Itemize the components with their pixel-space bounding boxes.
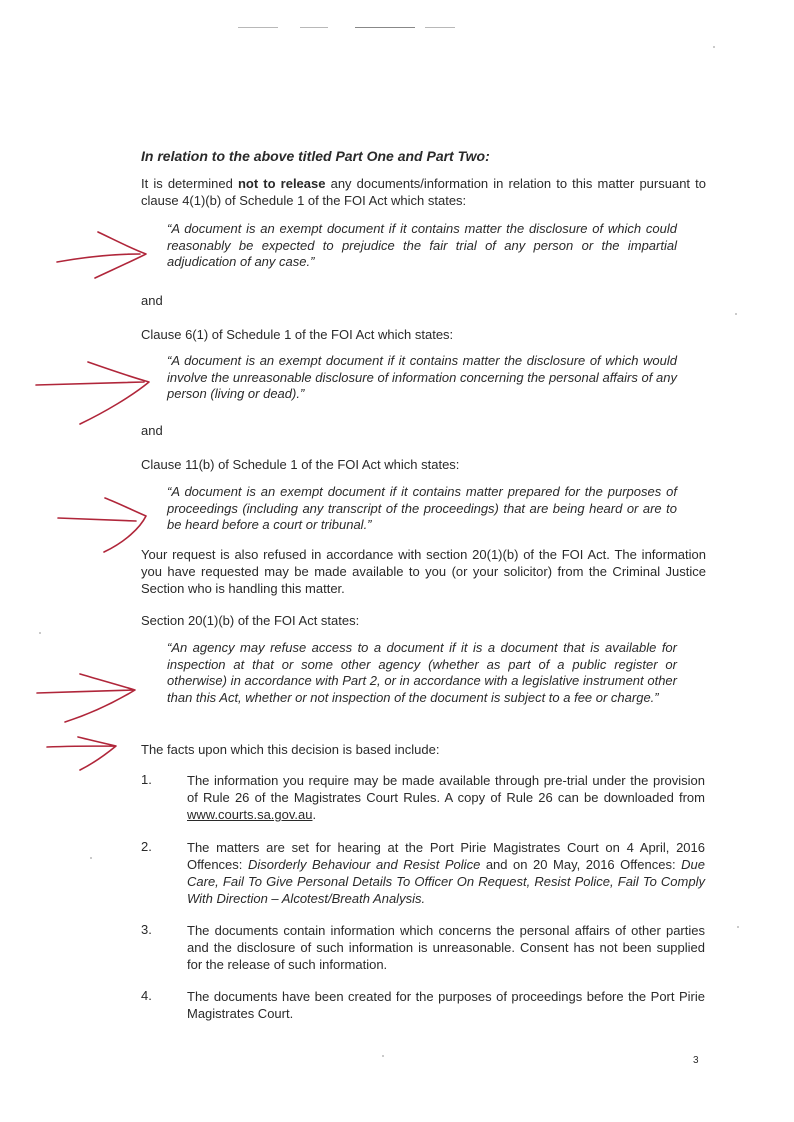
list-number: 2.	[141, 839, 152, 854]
intro-bold-text: not to release	[237, 176, 326, 191]
refusal-paragraph: Your request is also refused in accordance with section 20(1)(b) of the FOI Act. The information you have requested may be made available to you (or your solicitor) from the Criminal Justice Section who is handling this matter.	[141, 547, 706, 596]
intro-text: any documents/information in relation to this matter pursuant to clause 4(1)(b) of Schedule 1 of the FOI Act which states:	[141, 176, 706, 208]
list-number: 3.	[141, 922, 152, 937]
offence-text: Disorderly Behaviour and Resist Police	[247, 857, 481, 872]
courts-website-link[interactable]: www.courts.sa.gov.au	[187, 807, 313, 822]
list-number: 4.	[141, 988, 152, 1003]
page-number: 3	[693, 1055, 699, 1066]
scan-speck	[90, 857, 92, 859]
handwritten-arrow-icon	[57, 232, 146, 278]
clause-6-text: Clause 6(1) of Schedule 1 of the FOI Act which states:	[141, 327, 454, 342]
fact-text-end: .	[312, 807, 317, 822]
scan-speck	[737, 926, 739, 928]
quote-clause-4: “A document is an exempt document if it contains matter the disclosure of which could reasonably be expected to prejudice the fair trial of any person or the impartial adjudication of any case.”	[167, 221, 677, 269]
clause-11-text: Clause 11(b) of Schedule 1 of the FOI Act which states:	[141, 457, 460, 472]
and-text: and	[141, 423, 163, 438]
intro-text: It is determined	[141, 176, 233, 191]
scan-speck	[39, 632, 41, 634]
quote-clause-6: “A document is an exempt document if it contains matter the disclosure of which would involve the unreasonable disclosure of information concerning the personal affairs of any person (living or dead).”	[167, 353, 677, 401]
section-20-text: Section 20(1)(b) of the FOI Act states:	[141, 613, 360, 628]
section-heading: In relation to the above titled Part One and Part Two:	[141, 148, 490, 164]
handwritten-arrow-icon	[36, 362, 149, 424]
list-number: 1.	[141, 772, 152, 787]
quote-section-20: “An agency may refuse access to a document if it is a document that is available for inspection at that or some other agency (whether as part of a public register or otherwise) in accordance with Part 2, or in accordance with a legislative instrument other than this Act, whether or not inspection of the document is subject to a fee or charge.”	[167, 640, 677, 705]
and-text: and	[141, 293, 163, 308]
scan-speck	[735, 313, 737, 315]
quote-clause-11: “A document is an exempt document if it contains matter prepared for the purposes of proceedings (including any transcript of the proceedings) that are being heard or are to be heard before a court or tribunal.”	[167, 484, 677, 532]
fact-text: The matters are set for hearing at the Port Pirie Magistrates Court on 4 April, 2016 Offences:	[187, 840, 705, 872]
offence-text: Due Care, Fail To Give Personal Details To Officer On Request, Resist Police, Fail To Comply With Direction – Alcotest/Breath Analysis.	[187, 857, 705, 906]
handwritten-arrow-icon	[58, 498, 146, 552]
fact-text: The information you require may be made available through pre-trial under the provision of Rule 26 of the Magistrates Court Rules. A copy of Rule 26 can be downloaded from	[187, 773, 705, 805]
facts-intro: The facts upon which this decision is based include:	[141, 742, 440, 757]
handwritten-arrow-icon	[37, 674, 135, 722]
scan-speck	[382, 1055, 384, 1057]
scan-speck	[713, 46, 715, 48]
fact-text: and on 20 May, 2016 Offences:	[485, 857, 676, 872]
handwritten-arrow-icon	[47, 737, 116, 770]
list-text: The documents contain information which concerns the personal affairs of other parties and the disclosure of such information is unreasonable. Consent has not been supplied for the release of such information.	[187, 923, 705, 972]
list-text: The documents have been created for the purposes of proceedings before the Port Pirie Magistrates Court.	[187, 989, 705, 1021]
